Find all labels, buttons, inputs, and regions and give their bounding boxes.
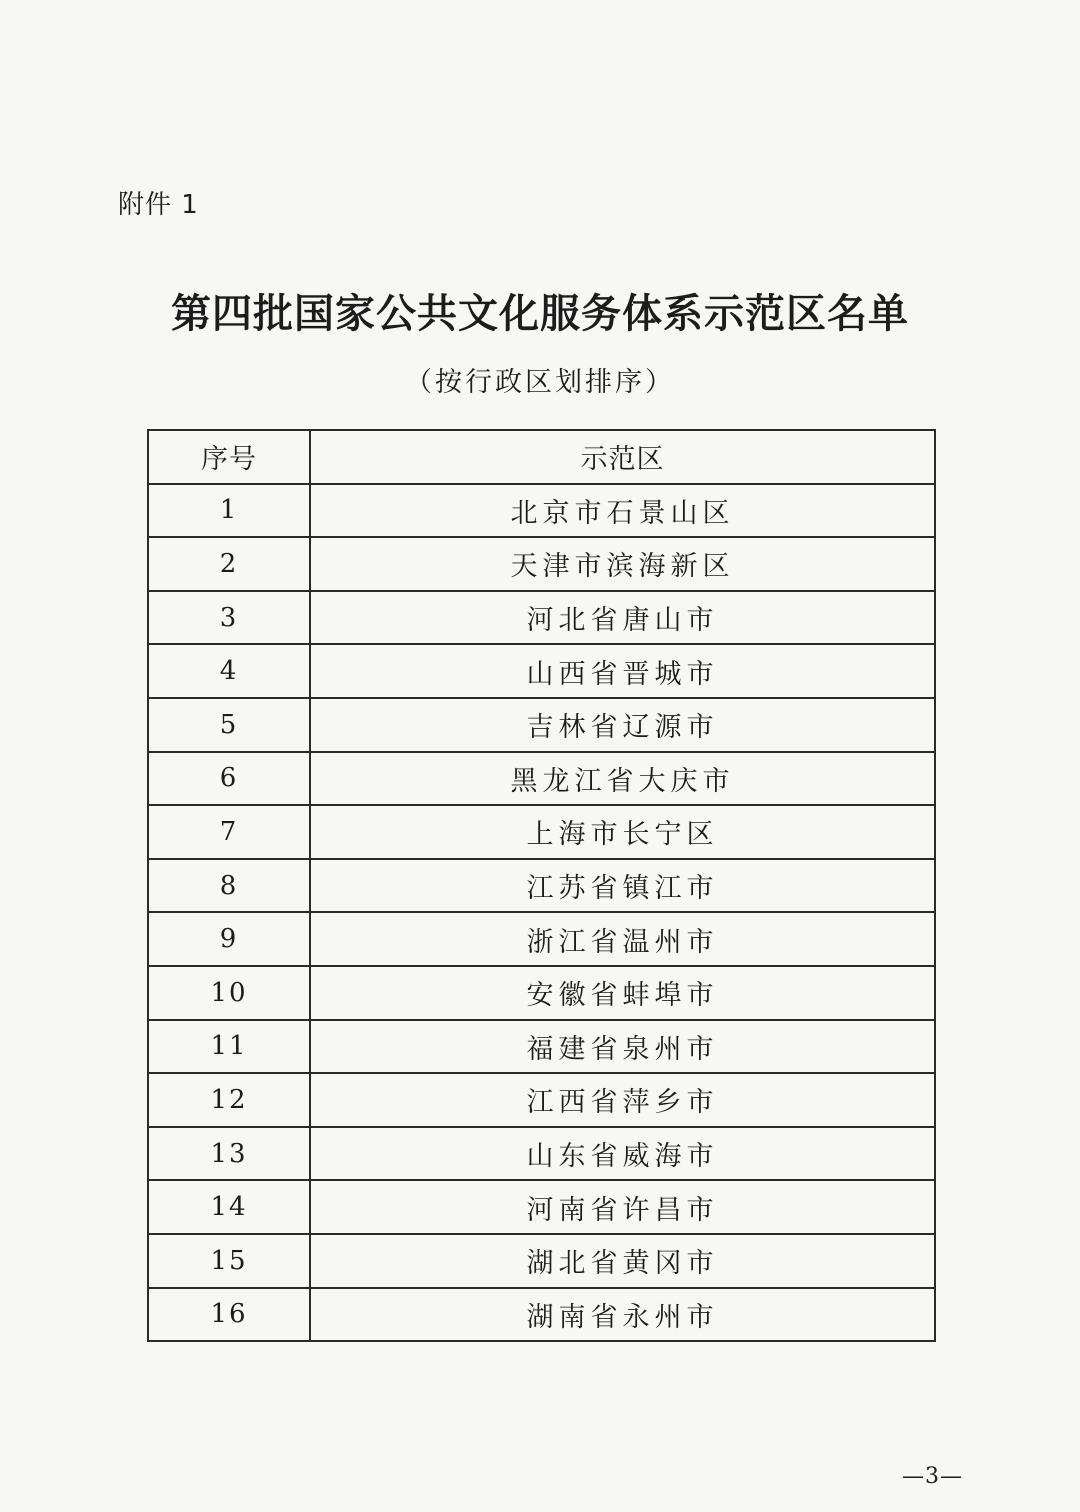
table-row: [148, 1127, 935, 1181]
row-zone: 湖北省黄冈市: [310, 1234, 935, 1288]
table-row: [148, 1020, 935, 1074]
table-row: [148, 966, 935, 1020]
row-zone: 河南省许昌市: [310, 1180, 935, 1234]
row-number: 12: [148, 1073, 310, 1127]
document-title: 第四批国家公共文化服务体系示范区名单: [171, 291, 909, 337]
row-number: 7: [148, 805, 310, 859]
row-zone: 福建省泉州市: [310, 1020, 935, 1074]
attachment-label: 附件 1: [118, 190, 199, 220]
table-row: [148, 752, 935, 806]
header-demonstration-zone: 示范区: [310, 430, 935, 484]
row-zone: 天津市滨海新区: [310, 537, 935, 591]
table-row: [148, 698, 935, 752]
row-number: 4: [148, 644, 310, 698]
row-number: 15: [148, 1234, 310, 1288]
row-zone: 江西省萍乡市: [310, 1073, 935, 1127]
row-zone: 江苏省镇江市: [310, 859, 935, 913]
row-number: 2: [148, 537, 310, 591]
table-row: [148, 805, 935, 859]
row-number: 16: [148, 1288, 310, 1342]
table-row: [148, 859, 935, 913]
row-number: 9: [148, 912, 310, 966]
table-body: [148, 484, 935, 1342]
row-zone: 河北省唐山市: [310, 591, 935, 645]
row-number: 13: [148, 1127, 310, 1181]
row-zone: 黑龙江省大庆市: [310, 752, 935, 806]
table-row: [148, 591, 935, 645]
row-zone: 吉林省辽源市: [310, 698, 935, 752]
row-number: 3: [148, 591, 310, 645]
table-row: [148, 537, 935, 591]
row-number: 1: [148, 484, 310, 538]
row-zone: 湖南省永州市: [310, 1288, 935, 1342]
table-row: [148, 1180, 935, 1234]
table-row: [148, 484, 935, 538]
demonstration-zone-table: [147, 429, 936, 1342]
table-row: [148, 644, 935, 698]
table-row: [148, 1288, 935, 1342]
row-number: 14: [148, 1180, 310, 1234]
row-zone: 浙江省温州市: [310, 912, 935, 966]
table-row: [148, 912, 935, 966]
row-zone: 山东省威海市: [310, 1127, 935, 1181]
row-number: 5: [148, 698, 310, 752]
row-zone: 安徽省蚌埠市: [310, 966, 935, 1020]
document-subtitle: （按行政区划排序）: [405, 367, 675, 398]
row-zone: 北京市石景山区: [310, 484, 935, 538]
row-number: 6: [148, 752, 310, 806]
header-serial-number: 序号: [148, 430, 310, 484]
row-number: 10: [148, 966, 310, 1020]
row-zone: 上海市长宁区: [310, 805, 935, 859]
table-row: [148, 1234, 935, 1288]
table-header-row: [148, 430, 935, 484]
row-number: 8: [148, 859, 310, 913]
table-row: [148, 1073, 935, 1127]
row-number: 11: [148, 1020, 310, 1074]
page-number: —3—: [902, 1464, 963, 1489]
row-zone: 山西省晋城市: [310, 644, 935, 698]
